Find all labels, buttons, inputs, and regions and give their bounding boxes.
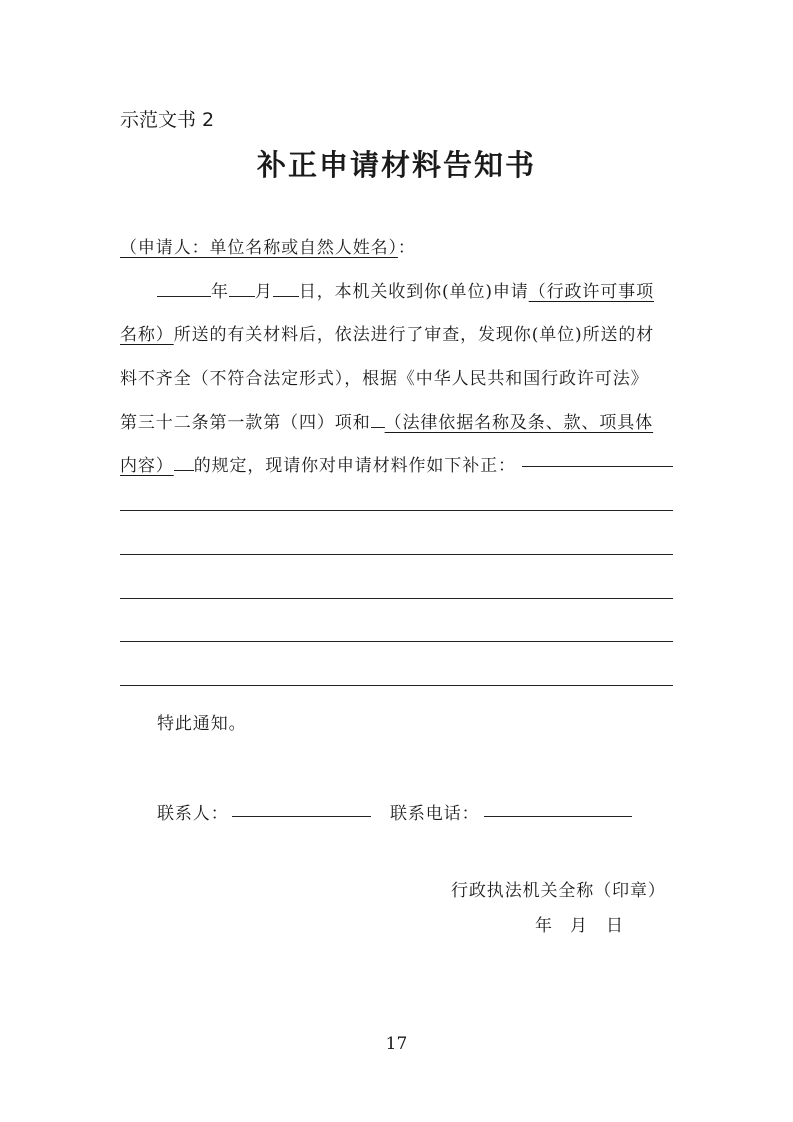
date-day: 日 [606, 916, 624, 936]
notice-text: 特此通知。 [157, 714, 247, 734]
basis-tail-blank [174, 454, 194, 471]
permit-item-placeholder-1: （行政许可事项 [528, 282, 654, 302]
correction-blank-line[interactable] [120, 685, 673, 686]
year-label: 年 [211, 282, 229, 302]
year-blank[interactable] [157, 280, 211, 297]
correction-blank-line[interactable] [120, 554, 673, 555]
legal-basis-placeholder-1: （法律依据名称及条、款、项具体 [384, 413, 654, 433]
contact-phone-label: 联系电话： [390, 804, 480, 824]
day-blank[interactable] [273, 280, 299, 297]
month-blank[interactable] [229, 280, 255, 297]
paragraph-line-5 [120, 451, 516, 476]
agency-seal: 行政执法机关全称（印章） [451, 881, 666, 901]
paragraph-text-2: 所送的有关材料后，依法进行了审查，发现你(单位)所送的材 [173, 325, 655, 345]
correction-blank-line[interactable] [120, 641, 673, 642]
permit-item-placeholder-2: 名称） [120, 325, 174, 345]
contact-person-label: 联系人： [157, 804, 229, 824]
correction-blank-line[interactable] [120, 598, 673, 599]
paragraph-line-1 [157, 277, 654, 302]
correction-blank-inline[interactable] [522, 466, 673, 467]
date-month: 月 [570, 916, 588, 936]
date-year: 年 [535, 916, 553, 936]
contact-phone-blank[interactable] [484, 816, 632, 817]
paragraph-line-2 [120, 320, 654, 345]
applicant-colon: ： [397, 238, 416, 258]
correction-blank-line[interactable] [120, 510, 673, 511]
paragraph-text-4: 第三十二条第一款第（四）项和 [120, 413, 371, 433]
month-label: 月 [254, 282, 273, 302]
paragraph-line-4 [120, 408, 653, 433]
basis-lead-blank [371, 411, 385, 428]
page-number: 17 [385, 1034, 408, 1054]
day-text: 日，本机关收到你(单位)申请 [298, 282, 529, 302]
legal-basis-placeholder-2: 内容） [120, 456, 174, 476]
document-label: 示范文书 2 [120, 109, 215, 131]
paragraph-text-5: 的规定，现请你对申请材料作如下补正： [193, 456, 516, 476]
page-title: 补正申请材料告知书 [256, 148, 536, 182]
applicant-line [120, 233, 416, 258]
applicant-placeholder: （申请人：单位名称或自然人姓名） [120, 238, 398, 258]
paragraph-line-3: 料不齐全（不符合法定形式），根据《中华人民共和国行政许可法》 [120, 369, 649, 389]
contact-person-blank[interactable] [232, 816, 371, 817]
